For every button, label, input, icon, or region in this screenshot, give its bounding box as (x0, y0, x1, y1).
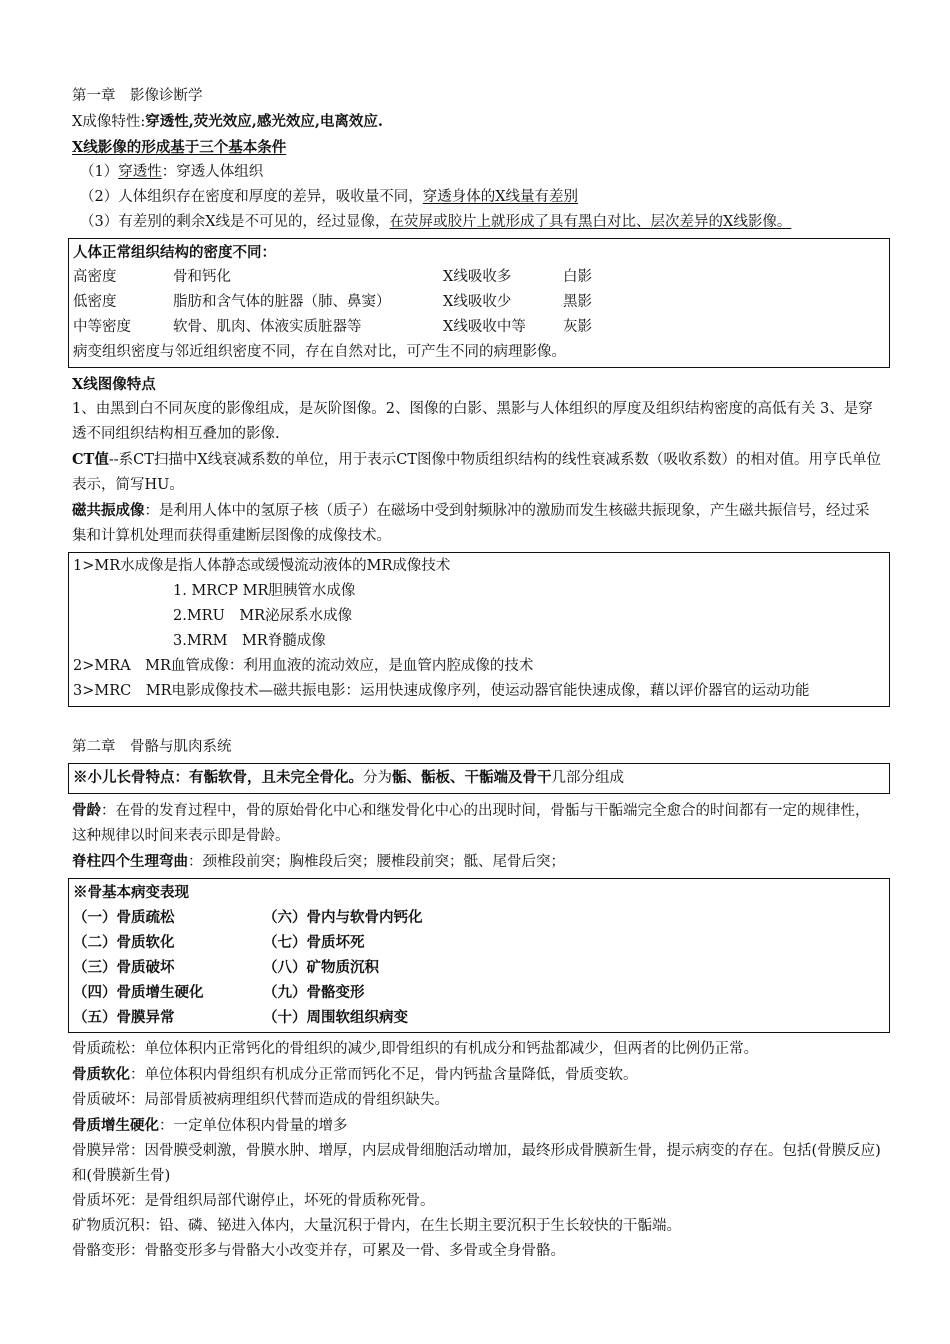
density-absorb: X线吸收多 (443, 269, 512, 285)
condition-2-underlined: 穿透身体的X线量有差别 (422, 189, 579, 205)
chapter-2-title: 第二章 骨骼与肌肉系统 (72, 739, 232, 755)
lesion-grid (73, 905, 885, 1030)
ct-paragraph (72, 447, 882, 498)
def-necrosis: 骨质坏死：是骨组织局部代谢停止，坏死的骨质称死骨。 (72, 1193, 435, 1209)
condition-1-prefix: （1） (80, 164, 119, 180)
lesion-box (68, 878, 890, 1033)
child-bone-mid: 分为 (363, 770, 392, 786)
lesion-item: （十）周围软组织病变 (263, 1009, 408, 1026)
density-box (68, 238, 890, 368)
chapter-1-title: 第一章 影像诊断学 (72, 88, 203, 104)
mr-sub-3: 3.MRM MR脊髓成像 (173, 633, 326, 649)
def-periosteum: 骨膜异常：因骨膜受刺激，骨膜水肿、增厚，内层成骨细胞活动增加，最终形成骨膜新生骨，提示病变的存在。包括(骨膜反应)和(骨膜新生骨) (72, 1143, 881, 1184)
lesion-item: （九）骨骼变形 (263, 984, 365, 1001)
condition-3-prefix: （3）有差别的剩余X线是不可见的，经过显像， (80, 214, 390, 230)
condition-3-underlined: 在荧屏或胶片上就形成了具有黑白对比、层次差异的X线影像。 (389, 214, 792, 230)
child-bone-bold: ※小儿长骨特点：有骺软骨，且未完全骨化。 (73, 769, 363, 786)
osteomalacia-label: 骨质软化 (72, 1066, 130, 1083)
def-sclerosis (72, 1113, 882, 1139)
features-heading: X线图像特点 (72, 376, 156, 393)
ct-label: CT值 (72, 451, 109, 468)
density-tissue: 软骨、肌肉、体液实质脏器等 (173, 319, 362, 335)
mr-item-2: 2>MRA MR血管成像：利用血液的流动效应，是血管内腔成像的技术 (73, 658, 534, 674)
lesion-item: （一）骨质疏松 (73, 909, 175, 926)
mri-label: 磁共振成像 (72, 502, 145, 519)
density-shadow: 灰影 (563, 319, 592, 335)
def-osteoporosis: 骨质疏松：单位体积内正常钙化的骨组织的减少,即骨组织的有机成分和钙盐都减少，但两者的比例仍正常。 (72, 1041, 759, 1057)
xray-traits-line (72, 109, 882, 135)
sclerosis-text: ：一定单位体积内骨量的增多 (159, 1118, 348, 1134)
mri-paragraph (72, 498, 882, 549)
condition-1-term: 穿透性 (118, 164, 162, 180)
mri-text: ：是利用人体中的氢原子核（质子）在磁场中受到射频脉冲的激励而发生核磁共振现象，产生磁共振信号，经过采集和计算机处理而获得重建断层图像的成像技术。 (72, 503, 870, 544)
condition-3 (72, 210, 882, 235)
lesion-item: （三）骨质破坏 (73, 959, 175, 976)
bone-age-paragraph (72, 798, 882, 849)
sclerosis-label: 骨质增生硬化 (72, 1117, 159, 1134)
condition-2-prefix: （2）人体组织存在密度和厚度的差异，吸收量不同， (80, 189, 423, 205)
mr-item-1: 1>MR水成像是指人体静态或缓慢流动液体的MR成像技术 (73, 558, 451, 574)
child-bone-parts: 骺、骺板、干骺端及骨干 (392, 769, 552, 786)
xray-traits-label: X成像特性: (72, 114, 146, 130)
spine-label: 脊柱四个生理弯曲 (72, 853, 188, 870)
bone-age-text: ：在骨的发育过程中，骨的原始骨化中心和继发骨化中心的出现时间，骨骺与干骺端完全愈合的时间都有一定的规律性，这种规律以时间来表示即是骨龄。 (72, 803, 870, 844)
density-absorb: X线吸收少 (443, 294, 512, 310)
osteomalacia-text: ：单位体积内骨组织有机成分正常而钙化不足，骨内钙盐含量降低，骨质变软。 (130, 1067, 638, 1083)
density-row (73, 265, 885, 290)
def-mineral: 矿物质沉积：铅、磷、铋进入体内，大量沉积于骨内，在生长期主要沉积于生长较快的干骺端。 (72, 1218, 681, 1234)
density-heading: 人体正常组织结构的密度不同： (73, 244, 276, 261)
formation-heading: X线影像的形成基于三个基本条件 (72, 139, 287, 156)
condition-2 (72, 185, 882, 210)
xray-traits: 穿透性,荧光效应,感光效应,电离效应. (145, 113, 383, 130)
density-row (73, 290, 885, 315)
spacer (72, 711, 882, 735)
lesion-item: （四）骨质增生硬化 (73, 984, 204, 1001)
density-absorb: X线吸收中等 (443, 319, 526, 335)
lesion-item: （二）骨质软化 (73, 934, 175, 951)
lesion-item: （六）骨内与软骨内钙化 (263, 909, 423, 926)
density-note: 病变组织密度与邻近组织密度不同，存在自然对比，可产生不同的病理影像。 (73, 344, 566, 360)
lesion-col-left (73, 905, 263, 1030)
spine-paragraph (72, 849, 882, 875)
lesion-col-right (263, 905, 563, 1030)
lesion-item: （五）骨膜异常 (73, 1009, 175, 1026)
density-level: 低密度 (73, 294, 117, 310)
def-osteomalacia (72, 1062, 882, 1088)
density-shadow: 白影 (563, 269, 592, 285)
lesion-heading: ※骨基本病变表现 (73, 884, 189, 901)
density-tissue: 脂肪和含气体的脏器（肺、鼻窦） (173, 294, 391, 310)
density-shadow: 黑影 (563, 294, 592, 310)
condition-1-rest: ：穿透人体组织 (161, 164, 264, 180)
lesion-item: （七）骨质坏死 (263, 934, 365, 951)
mr-item-3: 3>MRC MR电影成像技术—磁共振电影：运用快速成像序列，使运动器官能快速成像，藉以评价器官的运动功能 (73, 683, 810, 699)
child-bone-end: 几部分组成 (551, 770, 624, 786)
condition-1 (72, 160, 882, 185)
child-bone-box (68, 763, 890, 794)
def-deformity: 骨骼变形：骨骼变形多与骨骼大小改变并存，可累及一骨、多骨或全身骨骼。 (72, 1243, 565, 1259)
bone-age-label: 骨龄 (72, 802, 101, 819)
lesion-item: （八）矿物质沉积 (263, 959, 379, 976)
mr-sub-2: 2.MRU MR泌尿系水成像 (173, 608, 353, 624)
density-level: 高密度 (73, 269, 117, 285)
density-level: 中等密度 (73, 319, 131, 335)
ct-text: --系CT扫描中X线衰减系数的单位，用于表示CT图像中物质组织结构的线性衰减系数（吸收系数）的相对值。用亨氏单位表示，简写HU。 (72, 452, 881, 493)
features-text: 1、由黑到白不同灰度的影像组成，是灰阶图像。2、图像的白影、黑影与人体组织的厚度及组织结构密度的高低有关 3、是穿透不同组织结构相互叠加的影像. (72, 401, 873, 442)
document-page (72, 84, 882, 1264)
spine-text: ：颈椎段前突；胸椎段后突；腰椎段前突；骶、尾骨后突； (188, 854, 565, 870)
mr-sub-1: 1. MRCP MR胆胰管水成像 (173, 583, 356, 599)
def-destruction: 骨质破坏：局部骨质被病理组织代替而造成的骨组织缺失。 (72, 1092, 449, 1108)
density-tissue: 骨和钙化 (173, 269, 231, 285)
density-row (73, 315, 885, 340)
mr-box (68, 552, 890, 707)
